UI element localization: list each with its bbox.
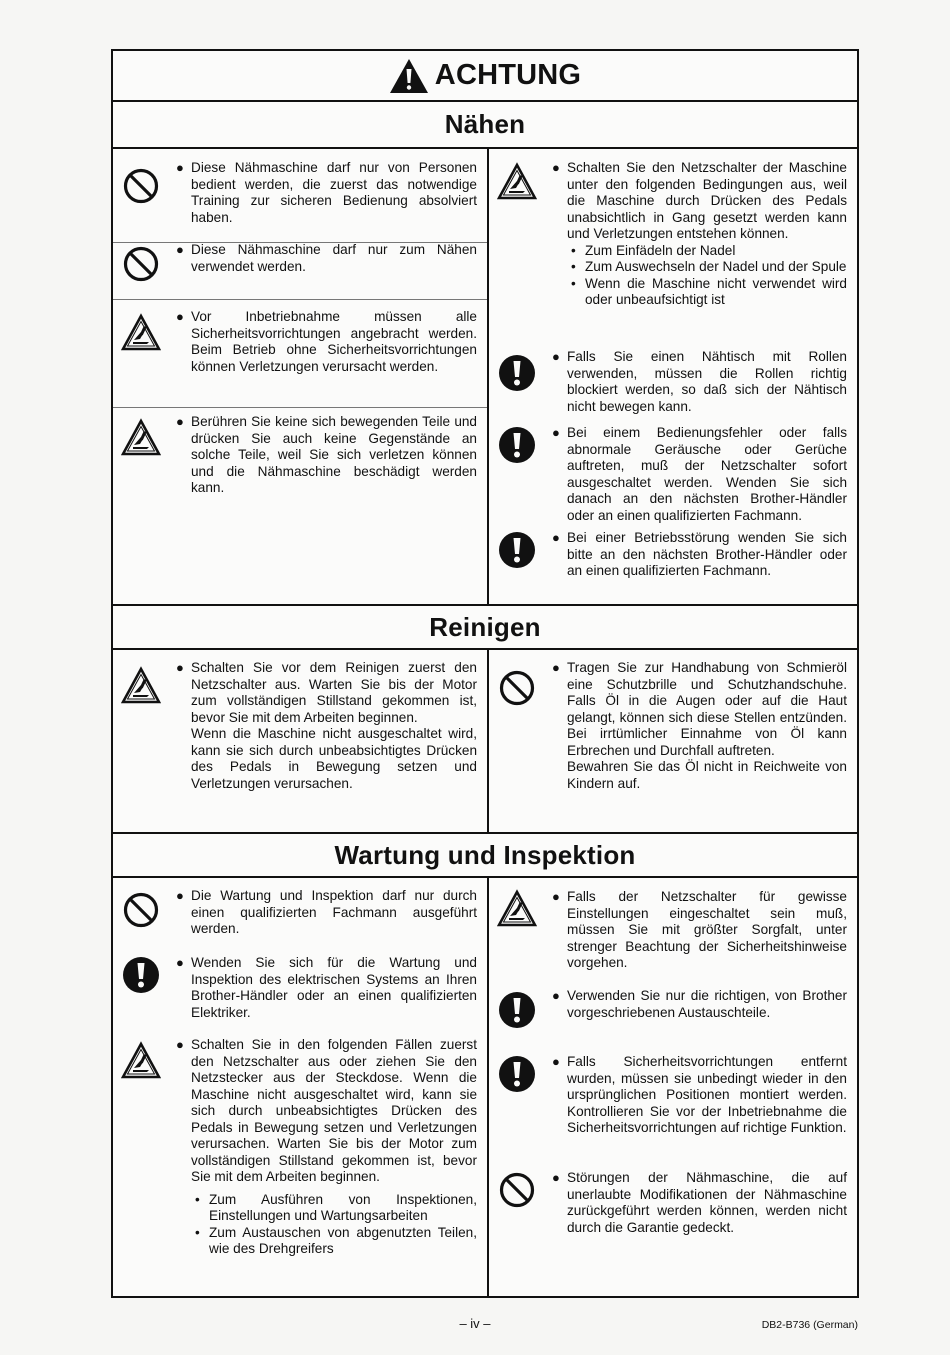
safety-text: Falls Sie einen Nähtisch mit Rollen verwenden, müssen die Rollen richtig blockiert werden, so daß sich der Nähtisch nicht bewegen kann. <box>567 349 847 414</box>
safety-text-block <box>191 1037 477 1258</box>
bullet-icon: ● <box>176 888 184 903</box>
safety-text: Diese Nähmaschine darf nur von Personen bedient werden, die zuerst das notwendige Training zur sicheren Bedienung absolviert haben. <box>191 160 477 225</box>
section-heading-naehen <box>113 102 857 149</box>
safety-item <box>489 1170 857 1260</box>
safety-text: Diese Nähmaschine darf nur zum Nähen verwendet werden. <box>191 242 477 274</box>
safety-text: Falls Sicherheitsvorrichtungen entfernt wurden, müssen sie unbedingt wieder in den ursprünglichen Positionen montiert werden. Kontrollieren Sie vor der Inbetriebnahme die Sicherheitsvorrichtungen auf richtige Funktion. <box>567 1054 847 1135</box>
bullet-icon: ● <box>176 160 184 175</box>
injury-warning-icon <box>497 889 537 929</box>
page-number: – iv – <box>459 1316 491 1331</box>
bullet-icon: ● <box>552 660 560 675</box>
section-reinigen-left-column <box>113 650 487 832</box>
bullet-icon: ● <box>176 242 184 257</box>
safety-item <box>489 349 857 417</box>
safety-item <box>113 407 487 508</box>
safety-text: Berühren Sie keine sich bewegenden Teile und drücken Sie auch keine Gegenstände an solche Teile, weil Sie sich verletzen können und die Nähmaschine beschädigt werden kann. <box>191 414 477 495</box>
safety-item <box>113 955 487 1031</box>
safety-item <box>113 309 487 409</box>
injury-warning-icon <box>497 162 537 202</box>
safety-text: Verwenden Sie nur die richtigen, von Brother vorgeschriebenen Austauschteile. <box>567 988 847 1020</box>
bullet-icon: ● <box>552 1170 560 1185</box>
safety-text-block <box>191 660 477 792</box>
section-wartung <box>113 878 857 1296</box>
safety-text: Vor Inbetriebnahme müssen alle Sicherheitsvorrichtungen angebracht werden. Beim Betrieb ohne Sicherheitsvorrichtungen können Verletzungen verursacht werden. <box>191 309 477 374</box>
safety-text-block <box>567 660 847 792</box>
mandatory-action-icon <box>497 425 537 465</box>
safety-item <box>489 530 857 600</box>
safety-text: Schalten Sie vor dem Reinigen zuerst den Netzschalter aus. Warten Sie bis der Motor zum vollständigen Stillstand gekommen ist, bevor Sie mit dem Arbeiten beginnen. <box>191 660 477 725</box>
sub-list-item: • Zum Austauschen von abgenutzten Teilen, wie des Drehgreifers <box>191 1225 477 1258</box>
safety-text: Schalten Sie in den folgenden Fällen zuerst den Netzschalter aus oder ziehen Sie den Netzstecker aus der Steckdose. Wenn die Maschine nicht ausgeschaltet wird, kann sie sich durch unbeabsichtigtes Drücken des Pedals in Bewegung setzen und Verletzungen verursachen. Warten Sie bis der Motor zum vollständigen Stillstand gekommen ist, bevor Sie mit dem Arbeiten beginnen. <box>191 1037 477 1184</box>
injury-warning-icon <box>121 313 161 353</box>
safety-item <box>113 242 487 300</box>
section-title: Reinigen <box>429 611 541 642</box>
bullet-icon: ● <box>176 414 184 429</box>
bullet-icon: ● <box>552 349 560 364</box>
safety-item <box>489 660 857 830</box>
safety-item <box>489 160 857 340</box>
sub-list-item: • Zum Ausführen von Inspektionen, Einstellungen und Wartungsarbeiten <box>191 1192 477 1225</box>
safety-item <box>489 889 857 975</box>
safety-item <box>489 988 857 1044</box>
safety-item <box>113 160 487 243</box>
bullet-icon: ● <box>552 425 560 440</box>
safety-item <box>489 425 857 525</box>
injury-warning-icon <box>121 418 161 458</box>
safety-item <box>113 1037 487 1292</box>
section-naehen-right-column <box>487 149 857 604</box>
bullet-icon: ● <box>176 309 184 324</box>
bullet-icon: ● <box>552 889 560 904</box>
prohibition-icon <box>121 244 161 284</box>
section-heading-reinigen <box>113 606 857 650</box>
sub-list <box>191 1192 477 1258</box>
bullet-icon: ● <box>552 530 560 545</box>
mandatory-action-icon <box>121 955 161 995</box>
bullet-icon: ● <box>176 660 184 675</box>
safety-text: Wenden Sie sich für die Wartung und Inspektion des elektrischen Systems an Ihren Brother-Händler oder an einen qualifizierten Elektriker. <box>191 955 477 1020</box>
bullet-icon: ● <box>552 160 560 175</box>
injury-warning-icon <box>121 1041 161 1081</box>
main-title: ACHTUNG <box>434 59 582 91</box>
safety-item <box>113 888 487 948</box>
section-wartung-right-column <box>487 878 857 1296</box>
safety-notice-frame <box>111 49 859 1298</box>
prohibition-icon <box>497 668 537 708</box>
bullet-icon: ● <box>552 1054 560 1069</box>
prohibition-icon <box>497 1170 537 1210</box>
section-title: Nähen <box>444 109 526 139</box>
safety-text-block <box>567 160 847 309</box>
main-heading <box>113 51 857 102</box>
document-code: DB2-B736 (German) <box>761 1319 858 1331</box>
mandatory-action-icon <box>497 1054 537 1094</box>
section-naehen-left-column <box>113 149 487 604</box>
safety-text: Schalten Sie den Netzschalter der Maschine unter den folgenden Bedingungen aus, weil die Maschine durch Drücken des Pedals unabsichtlich in Gang gesetzt werden kann und Verletzungen entstehen können. <box>567 160 847 241</box>
safety-item <box>113 660 487 830</box>
safety-item <box>489 1054 857 1158</box>
section-naehen <box>113 149 857 606</box>
safety-text-extra: Wenn die Maschine nicht ausgeschaltet wird, kann sie sich durch unbeabsichtigtes Drücken des Pedals in Bewegung setzen und Verletzungen verursachen. <box>191 726 477 791</box>
safety-text: Die Wartung und Inspektion darf nur durch einen qualifizierten Fachmann ausgeführt werden. <box>191 888 477 936</box>
mandatory-action-icon <box>497 353 537 393</box>
section-title: Wartung und Inspektion <box>334 839 636 870</box>
injury-warning-icon <box>121 666 161 706</box>
sub-list-item: • Zum Einfädeln der Nadel <box>567 243 847 260</box>
sub-list-item: • Zum Auswechseln der Nadel und der Spule <box>567 259 847 276</box>
safety-text: Bei einer Betriebsstörung wenden Sie sich bitte an den nächsten Brother-Händler oder an einen qualifizierten Fachmann. <box>567 530 847 578</box>
bullet-icon: ● <box>176 955 184 970</box>
mandatory-action-icon <box>497 530 537 570</box>
mandatory-action-icon <box>497 990 537 1030</box>
safety-text: Falls der Netzschalter für gewisse Einstellungen eingeschaltet sein muß, müssen Sie mit größter Sorgfalt, unter strenger Beachtung der Sicherheitshinweise vorgehen. <box>567 889 847 970</box>
safety-text-extra: Bewahren Sie das Öl nicht in Reichweite von Kindern auf. <box>567 759 847 791</box>
section-reinigen-right-column <box>487 650 857 832</box>
safety-text: Störungen der Nähmaschine, die auf unerlaubte Modifikationen der Nähmaschine zurückgeführt werden können, werden nicht durch die Garantie gedeckt. <box>567 1170 847 1235</box>
warning-triangle-icon <box>389 58 429 94</box>
safety-text: Tragen Sie zur Handhabung von Schmieröl eine Schutzbrille und Schutzhandschuhe. Falls Öl in die Augen oder auf die Haut gelangt, können sich diese Stellen entzünden. Bei irrtümlicher Einnahme von Öl kann Erbrechen und Durchfall auftreten. <box>567 660 847 758</box>
prohibition-icon <box>121 166 161 206</box>
safety-text: Bei einem Bedienungsfehler oder falls abnormale Geräusche oder Gerüche auftreten, muß der Netzschalter sofort ausgeschaltet werden. Wenden Sie sich danach an den nächsten Brother-Händler oder an einen qualifizierten Fachmann. <box>567 425 847 523</box>
sub-list <box>567 243 847 309</box>
section-heading-wartung <box>113 834 857 878</box>
bullet-icon: ● <box>176 1037 184 1052</box>
prohibition-icon <box>121 890 161 930</box>
section-reinigen <box>113 650 857 834</box>
sub-list-item: • Wenn die Maschine nicht verwendet wird oder unbeaufsichtigt ist <box>567 276 847 309</box>
section-wartung-left-column <box>113 878 487 1296</box>
bullet-icon: ● <box>552 988 560 1003</box>
